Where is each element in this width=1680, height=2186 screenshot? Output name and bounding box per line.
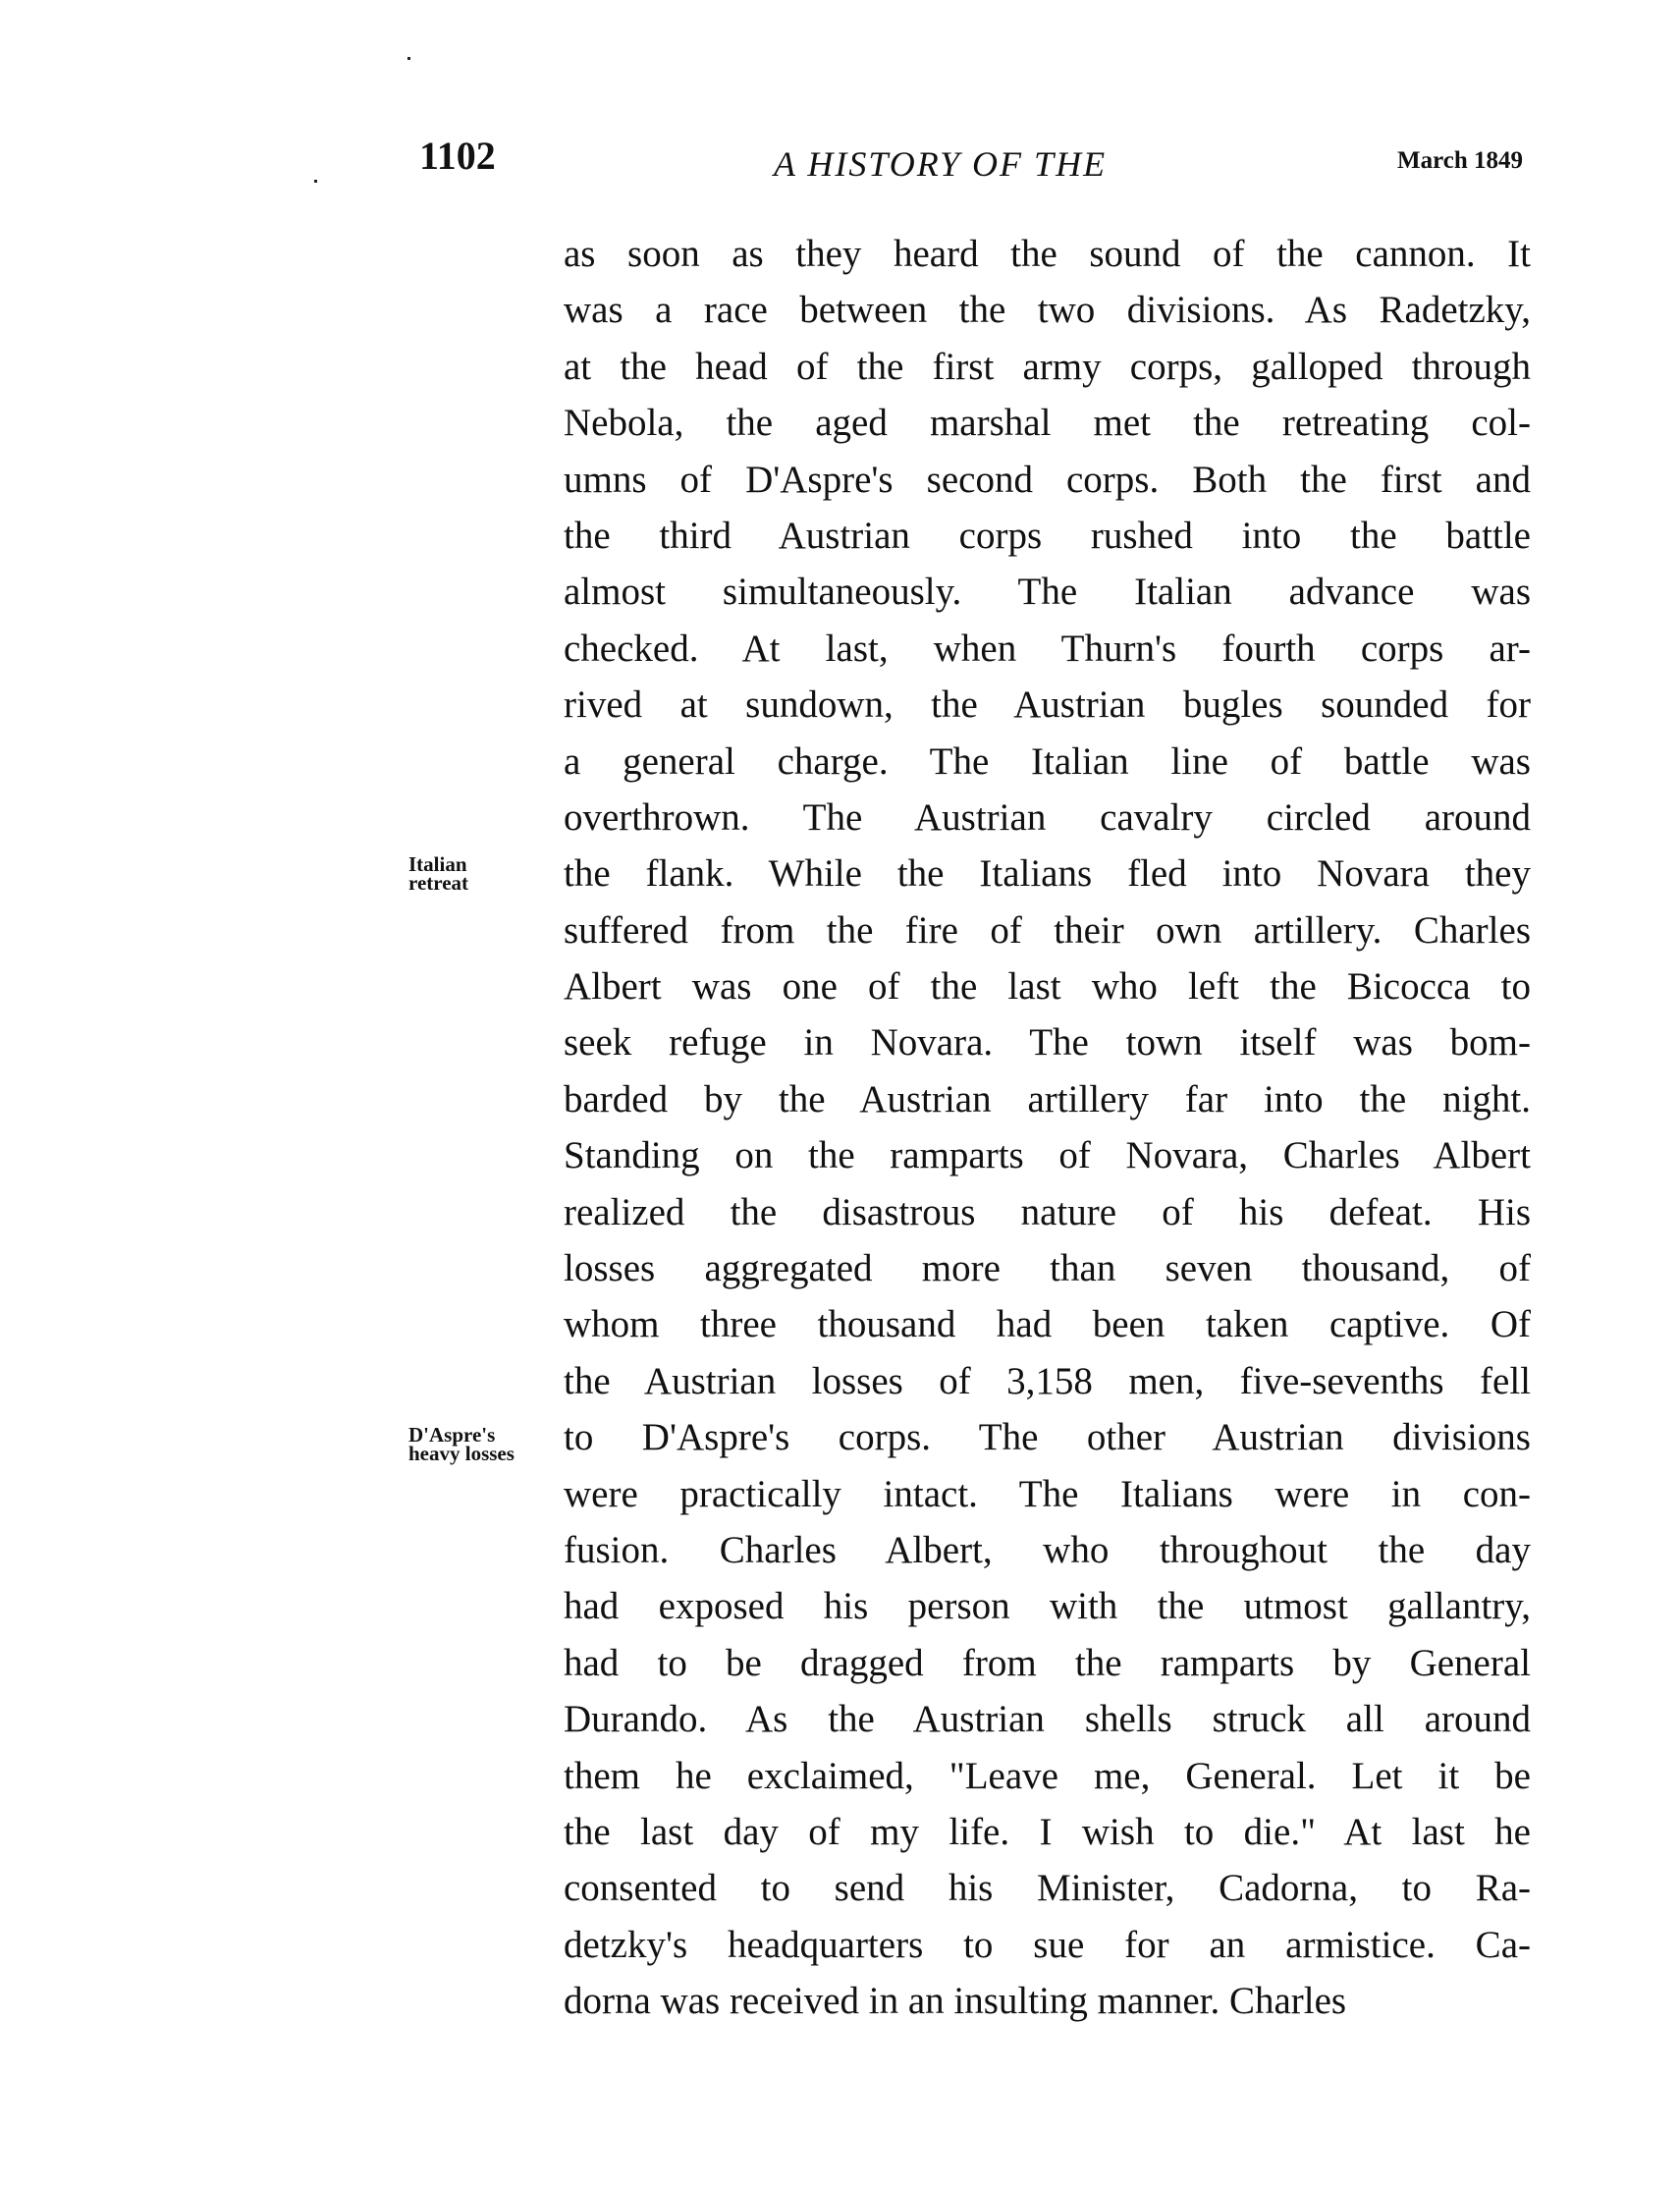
body-line: a general charge. The Italian line of battle was <box>564 739 1531 783</box>
body-line: Nebola, the aged marshal met the retreating col- <box>564 402 1531 445</box>
body-line: dorna was received in an insulting manner. Charles <box>564 1980 1347 2023</box>
body-line: to D'Aspre's corps. The other Austrian divisions <box>564 1416 1531 1459</box>
body-line: was a race between the two divisions. As Radetzky, <box>564 289 1531 332</box>
stray-mark <box>407 57 410 60</box>
body-line: umns of D'Aspre's second corps. Both the first and <box>564 458 1531 501</box>
sidenote-daspre-losses: D'Aspre's heavy losses <box>408 1423 515 1465</box>
body-line: consented to send his Minister, Cadorna, to Ra- <box>564 1867 1531 1910</box>
body-line: the flank. While the Italians fled into Novara they <box>564 852 1531 896</box>
body-line: almost simultaneously. The Italian advance was <box>564 571 1531 614</box>
body-line: the third Austrian corps rushed into the battle <box>564 514 1531 557</box>
body-line: fusion. Charles Albert, who throughout the day <box>564 1528 1531 1571</box>
body-line: the Austrian losses of 3,158 men, five-sevenths fell <box>564 1359 1531 1402</box>
body-line: them he exclaimed, "Leave me, General. Let it be <box>564 1754 1531 1797</box>
body-line: realized the disastrous nature of his defeat. His <box>564 1190 1531 1233</box>
date-header: March 1849 <box>1397 147 1523 174</box>
body-line: rived at sundown, the Austrian bugles sounded for <box>564 683 1531 727</box>
page-number: 1102 <box>419 134 496 178</box>
sidenote-italian-retreat: Italian retreat <box>408 852 469 895</box>
body-line: had exposed his person with the utmost gallantry, <box>564 1585 1531 1628</box>
body-text <box>564 226 1531 2030</box>
body-line: detzky's headquarters to sue for an armistice. Ca- <box>564 1923 1531 1966</box>
body-line: whom three thousand had been taken captive. Of <box>564 1303 1531 1346</box>
body-line: at the head of the first army corps, galloped through <box>564 345 1531 388</box>
body-line: seek refuge in Novara. The town itself was bom- <box>564 1021 1531 1065</box>
body-line: checked. At last, when Thurn's fourth corps ar- <box>564 627 1531 670</box>
body-line: Standing on the ramparts of Novara, Charles Albert <box>564 1134 1531 1177</box>
body-line: suffered from the fire of their own artillery. Charles <box>564 908 1531 952</box>
body-line: overthrown. The Austrian cavalry circled around <box>564 795 1531 839</box>
running-title: A HISTORY OF THE <box>774 144 1108 184</box>
body-line: losses aggregated more than seven thousand, of <box>564 1247 1531 1290</box>
body-line: barded by the Austrian artillery far into the night. <box>564 1077 1531 1120</box>
body-line: were practically intact. The Italians were in con- <box>564 1472 1531 1515</box>
body-line: Albert was one of the last who left the Bicocca to <box>564 965 1531 1009</box>
body-line: as soon as they heard the sound of the cannon. It <box>564 233 1531 275</box>
body-line: had to be dragged from the ramparts by General <box>564 1641 1531 1684</box>
body-line: Durando. As the Austrian shells struck all around <box>564 1698 1531 1741</box>
stray-mark <box>314 180 317 183</box>
body-line: the last day of my life. I wish to die." At last he <box>564 1810 1531 1853</box>
